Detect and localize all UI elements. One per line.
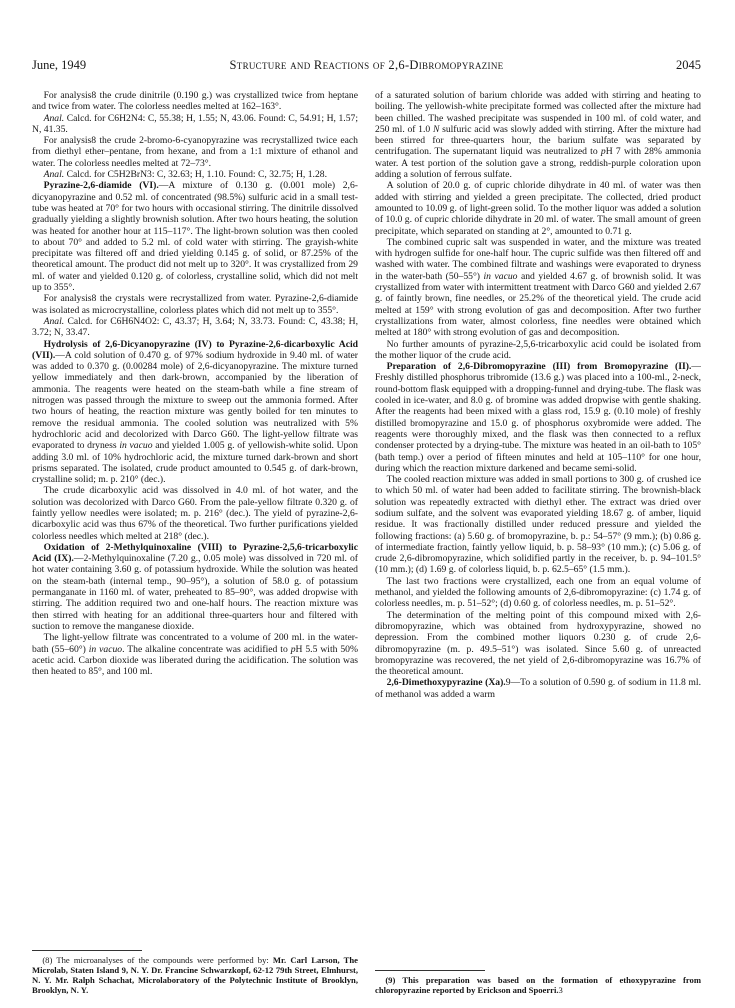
- paragraph: [375, 237, 701, 339]
- footnotes-left: [32, 950, 358, 995]
- text-run: The last two fractions were crystallized, each one from an equal volume of methanol, and yielded the following amounts of 2,6-dibromopyrazine: (c) 1.74 g. of colorless needles, m. p. 51–52°; (d) 0.60 g. of colorless needles, m. p. 51–52°.: [375, 575, 701, 610]
- text-run: and yielded 4.67 g. of brownish solid. It was crystallized from water with intermittent treatment with Darco G60 and yielded 2.67 g. of faintly brown, fine needles, or 25.2% of the theoretical yield. The crude acid melted at 159° with strong evolution of gas and decomposition. After two further crystallizations from water, almost colorless, fine needles were obtained which melted at 180° with strong evolution of gas and decomposition.: [375, 270, 701, 339]
- issue-date: June, 1949: [32, 58, 87, 72]
- paragraph: [32, 169, 358, 180]
- text-run: The cooled reaction mixture was added in small portions to 300 g. of crushed ice to which 50 ml. of water had been added to facilitate stirring. The brownish-black solution was repeatedly extracted with diethyl ether. The extract was dried over sodium sulfate, and the solvent was evaporated yielding 18.67 g. of amber, liquid residue. It was fractionally distilled under reduced pressure and yielded the following fractions: (a) 5.60 g. of bromopyrazine, b. p.: 54–57° (9 mm.); (b) 0.86 g. of intermediate fraction, faintly yellow liquid, b. p. 58–93° (10 mm.); (c) 5.06 g. of crude 2,6-dibromopyrazine, which solidified partly in the receiver, b. p. 94–101.5° (10 mm.); (d) 1.69 g. of colorless liquid, b. p. 62.5–65° (1.5 mm.).: [375, 474, 701, 576]
- paragraph: [32, 542, 358, 632]
- text-run: The combined cupric salt was suspended in water, and the mixture was treated with hydrogen sulfide for one-half hour. The cupric sulfide was then filtered off and washed with water. The combined filtrate and washings were evaporated to dryness in the water-bath (50–55°): [375, 236, 701, 282]
- text-run: The determination of the melting point of this compound mixed with 2,6-dibromopyrazine, which was obtained from hydroxypyrazine, showed no depression. From the combined mother liquors 0.230 g. of crude 2,6-dibromopyrazine (m. p. 49.5–51°) was isolated. Since 5.60 g. of unreacted bromopyrazine was recovered, the net yield of 2,6-dibromopyrazine was 16.7% of the theoretical amount.: [375, 609, 701, 678]
- italic-run: Anal.: [43, 315, 65, 327]
- italic-run: p: [290, 643, 296, 655]
- running-header: [32, 58, 701, 80]
- paragraph: [32, 316, 358, 339]
- footnote: [375, 975, 701, 995]
- bold-run: Oxidation of 2-Methylquinoxaline (VIII) to Pyrazine-2,5,6-tricarboxylic Acid (IX).: [32, 541, 358, 565]
- text-run: of a saturated solution of barium chloride was added with stirring and heating to boiling. The yellowish-white precipitate formed was collected after the mixture had been chilled. The washed precipitate was suspended in 100 ml. of cold water, and 250 ml. of 1.0: [375, 90, 701, 135]
- paragraph: [375, 576, 701, 610]
- paragraph: [32, 180, 358, 293]
- text-run: and yielded 1.005 g. of yellowish-white solid. Upon adding 3.0 ml. of 10% hydrochloric acid, the mixture turned dark-brown and short prisms separated. The isolated, crude product amounted to 0.545 g. of dark-brown, crystalline solid; m. p. 210° (dec.).: [32, 440, 358, 486]
- text-run: 9: [505, 677, 511, 689]
- text-run: the crude dinitrile (0.190 g.) was crystallized twice from heptane and twice from water. The colorless needles melted at 162–163°.: [32, 90, 358, 113]
- italic-run: Anal.: [43, 169, 65, 181]
- left-column: [32, 90, 358, 995]
- text-run: For analysis: [43, 293, 92, 305]
- text-run: For analysis: [43, 135, 92, 147]
- text-run: the crude 2-bromo-6-cyanopyrazine was recrystallized twice each from diethyl ether–pentane, from hexane, and from a 1:1 mixture of ethanol and water. The colorless needles melted at 72–73°.: [32, 135, 358, 169]
- footnote-rule: [32, 950, 142, 951]
- right-column: [375, 90, 701, 995]
- bold-run: Pyrazine-2,6-diamide (VI).: [43, 180, 159, 192]
- footnotes-right: [375, 970, 701, 995]
- text-run: sulfuric acid was slowly added with stirring. After the mixture had been stirred for three-quarters hour, the barium sulfate was separated by centrifugation. The supernatant liquid was neutralized to: [375, 123, 701, 158]
- bold-run: Mr. Carl Larson, The Microlab, Staten Island 9, N. Y. Dr. Francine Schwarzkopf, 62-12 79th Street, Elmhurst, N. Y. Mr. Ralph Schachat, Microlaboratory of the Polytechnic Institute of Brooklyn, Brooklyn, N. Y.: [32, 955, 358, 995]
- footnote-rule: [375, 970, 485, 971]
- italic-run: in vacuo: [119, 440, 153, 452]
- page-number: 2045: [676, 58, 701, 72]
- paragraph: [32, 293, 358, 316]
- bold-run: 2,6-Dimethoxypyrazine (Xa).: [386, 677, 506, 689]
- paragraph: [32, 135, 358, 169]
- text-run: H 7 with 28% ammonia water. A test portion of the solution gave a strong, reddish-purple coloration upon adding a solution of ferrous sulfate.: [375, 146, 701, 181]
- paragraph: [375, 610, 701, 678]
- two-column-body: [32, 90, 701, 995]
- paragraph: [32, 90, 358, 113]
- paragraph: [375, 180, 701, 236]
- paragraph: [32, 339, 358, 486]
- text-run: Calcd. for C5H2BrN3: C, 32.63; H, 1.10. Found: C, 32.75; H, 1.28.: [64, 169, 327, 181]
- footnote: [32, 955, 358, 995]
- text-run: —To a solution of 0.590 g. of sodium in 11.8 ml. of methanol was added a warm: [375, 677, 701, 700]
- text-run: No further amounts of pyrazine-2,5,6-tricarboxylic acid could be isolated from the mother liquor of the crude acid.: [375, 338, 701, 361]
- footnote-list: [375, 975, 701, 995]
- text-run: H 5.5 with 50% acetic acid. Carbon dioxide was liberated during the acidification. The solution was then heated to 85°, and 100 ml.: [32, 643, 358, 678]
- italic-run: Anal.: [43, 112, 65, 124]
- paragraph: [375, 339, 701, 362]
- text-run: Calcd. for C6H6N4O2: C, 43.37; H, 3.64; N, 33.73. Found: C, 43.38; H, 3.72; N, 33.47.: [32, 315, 358, 339]
- text-run: For analysis: [43, 90, 92, 101]
- running-title: Structure and Reactions of 2,6-Dibromopyrazine: [229, 58, 504, 72]
- text-run: Calcd. for C6H2N4: C, 55.38; H, 1.55; N, 43.06. Found: C, 54.91; H, 1.57; N, 41.35.: [32, 112, 358, 135]
- bold-run: Preparation of 2,6-Dibromopyrazine (III) from Bromopyrazine (II).: [386, 361, 692, 373]
- text-run: 8: [91, 135, 97, 147]
- paragraph: [32, 113, 358, 136]
- text-run: A solution of 20.0 g. of cupric chloride dihydrate in 40 ml. of water was then added with stirring and yielded a green precipitate. The collected, dried product amounted to 10.09 g. of light-green solid. To the mother liquor was added a solution of 10.0 g. of cupric chloride dihydrate in 20 ml. of water. The small amount of green precipitate, which separated on standing at 2°, amounted to 0.71 g.: [375, 180, 701, 237]
- text-run: —A mixture of 0.130 g. (0.001 mole) 2,6-dicyanopyrazine and 0.52 ml. of concentrated (98.5%) sulfuric acid in a small test-tube was heated at 70° for two hours with occasional stirring. The dinitrile dissolved gradually yielding a slightly brownish solution. After two hours heating, the solution was heated for another hour at 115–117°. The light-brown solution was then cooled to about 70° and added to 5.2 ml. of cold water with stirring. The grayish-white precipitate was filtered off and dried yielding 0.145 g. of solid, or 87.25% of the theoretical amount. The product did not melt up to 320°. It was crystallized from 29 ml. of water and yielded 0.120 g. of colorless, crystalline solid, which did not melt up to 355°.: [32, 180, 358, 294]
- text-run: (8) The microanalyses of the compounds were performed by:: [42, 955, 273, 965]
- italic-run: p: [600, 146, 606, 158]
- bold-run: Hydrolysis of 2,6-Dicyanopyrazine (IV) to Pyrazine-2,6-dicarboxylic Acid (VII).: [32, 338, 358, 361]
- paragraph: [375, 677, 701, 700]
- text-run: the crystals were recrystallized from water. Pyrazine-2,6-diamide was isolated as microcrystalline, colorless plates which did not melt up to 355°.: [32, 293, 358, 316]
- text-run: 3: [558, 985, 563, 995]
- paragraph: [375, 474, 701, 576]
- paragraph: [375, 361, 701, 474]
- text-run: . The alkaline concentrate was acidified to: [122, 643, 291, 655]
- italic-run: in vacuo: [483, 270, 518, 282]
- left-column-text: [32, 90, 358, 677]
- footnote-list: [32, 955, 358, 995]
- text-run: —Freshly distilled phosphorus tribromide (13.6 g.) was placed into a 100-ml., 2-neck, round-bottom flask equipped with a dropping-funnel and drying-tube. The flask was cooled in ice-water, and 8.0 g. of bromine was added dropwise with gentle shaking. After the reagents had been mixed with a glass rod, 15.9 g. (0.10 mole) of freshly distilled bromopyrazine and 15.0 g. of phosphorus oxybromide were added. The reagents were thoroughly mixed, and the flask was then connected to a reflux condenser protected by a drying-tube. The mixture was heated in an oil-bath to 105° (bath temp.) over a period of fifteen minutes and held at 105–110° for one hour, during which the reaction mixture darkened and became semi-solid.: [375, 361, 701, 474]
- text-run: 8: [91, 293, 97, 305]
- text-run: —2-Methylquinoxaline (7.20 g., 0.05 mole) was dissolved in 720 ml. of hot water containing 3.60 g. of potassium hydroxide. While the solution was heated on the steam-bath (internal temp., 90–95°), a solution of 58.0 g. of potassium permanganate in 1160 ml. of water, preheated to 85–90°, was added dropwise with stirring. The addition required two and one-half hours. The reaction mixture was then stirred with heating for an additional three-quarters hour and filtered with suction to remove the manganese dioxide.: [32, 553, 358, 632]
- paragraph: [375, 90, 701, 180]
- text-run: —A cold solution of 0.470 g. of 97% sodium hydroxide in 9.40 ml. of water was added to 0.370 g. (0.00284 mole) of 2,6-dicyanopyrazine. The mixture turned yellow immediately and then dark-brown, accompanied by the liberation of ammonia. The reagents were heated on the steam-bath while a fine stream of nitrogen was passed through the mixture to sweep out the ammonia formed. After two hours of heating, the reaction mixture was gently boiled for ten minutes to remove the residual ammonia. The cooled solution was neutralized with 5% hydrochloric acid and decolorized with Darco G60. The light-yellow filtrate was evaporated to dryness: [32, 349, 358, 452]
- paragraph: [32, 485, 358, 541]
- bold-run: (9) This preparation was based on the formation of ethoxypyrazine from chloropyrazine reported by Erickson and Spoerri.: [375, 975, 701, 995]
- right-column-text: [375, 90, 701, 700]
- italic-run: N: [432, 123, 440, 135]
- text-run: The light-yellow filtrate was concentrated to a volume of 200 ml. in the water-bath (55–60°): [32, 632, 358, 655]
- italic-run: in vacuo: [88, 643, 123, 655]
- text-run: The crude dicarboxylic acid was dissolved in 4.0 ml. of hot water, and the solution was decolorized with Darco G60. From the pale-yellow filtrate 0.320 g. of faintly yellow needles were isolated; m. p. 216° (dec.). The yield of pyrazine-2,6-dicarboxylic acid was thus 67% of the theoretical. Two further purifications yielded colorless needles which melted at 218° (dec.).: [32, 485, 358, 542]
- text-run: 8: [91, 90, 97, 101]
- paragraph: [32, 632, 358, 677]
